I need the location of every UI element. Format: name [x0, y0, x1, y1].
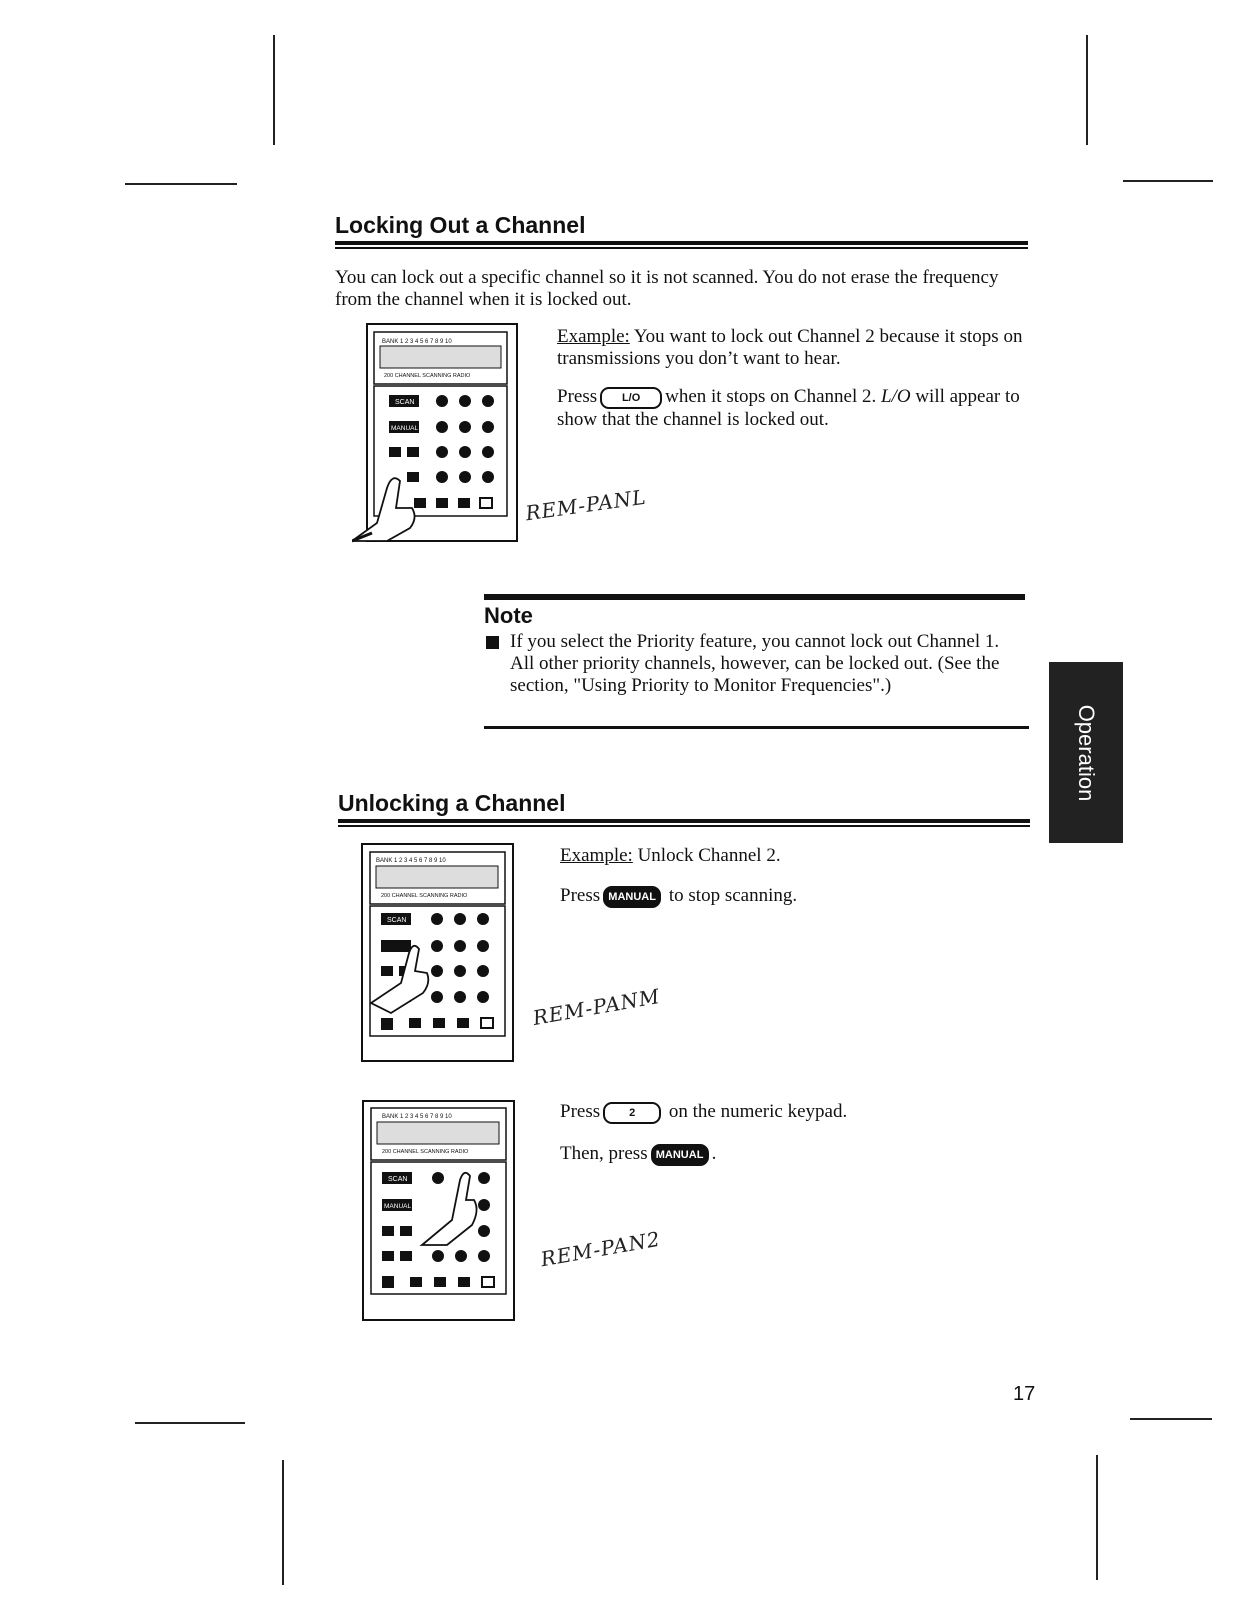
lo-italic: L/O: [880, 386, 911, 407]
radio-model-label: 200 CHANNEL SCANNING RADIO: [381, 893, 468, 899]
crop-mark: [1123, 180, 1213, 182]
press-after: on the numeric keypad.: [668, 1101, 848, 1122]
then-press: Then, press: [560, 1143, 648, 1164]
heading-rule-thin: [338, 825, 1030, 827]
heading-rule: [338, 819, 1030, 823]
example-label: Example:: [560, 845, 633, 866]
crop-mark: [1130, 1418, 1212, 1420]
intro-paragraph: You can lock out a specific channel so it is not scanned. You do not erase the frequency from the channel when it is locked out.: [335, 267, 999, 310]
radio-scan-key: SCAN: [395, 399, 415, 406]
handwritten-annotation: REM-PANM: [530, 983, 663, 1031]
radio-bank-label: BANK 1 2 3 4 5 6 7 8 9 10: [376, 858, 446, 864]
section-tab-label: Operation: [1074, 704, 1099, 801]
handwritten-annotation: REM-PAN2: [538, 1226, 663, 1272]
note-title: Note: [484, 603, 533, 628]
radio-model-label: 200 CHANNEL SCANNING RADIO: [384, 373, 471, 379]
radio-scan-key: SCAN: [387, 917, 407, 924]
radio-manual-key: MANUAL: [384, 1203, 412, 1210]
radio-bank-label: BANK 1 2 3 4 5 6 7 8 9 10: [382, 1114, 452, 1120]
period: .: [711, 1143, 717, 1164]
press-word: Press: [560, 885, 601, 906]
note-bottom-rule: [484, 726, 1029, 729]
heading-rule: [335, 241, 1028, 245]
example-unlock: [560, 845, 1020, 867]
press-manual-instruction: [560, 885, 1020, 908]
crop-mark: [282, 1460, 284, 1585]
section-tab-operation: [1049, 662, 1123, 843]
example-label: Example:: [557, 326, 630, 347]
example-text: Unlock Channel 2.: [632, 845, 781, 866]
number-2-key: 2: [603, 1102, 661, 1124]
press-after: to stop scanning.: [668, 885, 798, 906]
scanner-illustration-manual: [361, 843, 514, 1063]
handwritten-annotation: REM-PANL: [523, 484, 648, 526]
section-heading-locking: Locking Out a Channel: [335, 212, 586, 238]
example-text: You want to lock out Channel 2 because it stops on transmissions you don’t want to hear.: [557, 326, 1023, 369]
press-2-instruction: [560, 1101, 1020, 1124]
scanner-illustration-keypad: [362, 1100, 515, 1322]
heading-rule-thin: [335, 247, 1028, 249]
press-lo-instruction: [557, 386, 1027, 431]
press-after: when it stops on Channel 2.: [665, 386, 877, 407]
crop-mark: [135, 1422, 245, 1424]
press-word: Press: [557, 386, 598, 407]
page-number: 17: [1013, 1383, 1036, 1405]
crop-mark: [1096, 1455, 1098, 1580]
note-text: If you select the Priority feature, you cannot lock out Channel 1. All other priority channels, however, can be locked out. (See the section, "Using Priority to Monitor Frequencies".): [510, 631, 1000, 696]
lo-key: L/O: [600, 387, 662, 409]
crop-mark: [1086, 35, 1088, 145]
press-tail: will appear to show that the channel is locked out.: [557, 386, 1020, 430]
radio-model-label: 200 CHANNEL SCANNING RADIO: [382, 1149, 469, 1155]
crop-mark: [273, 35, 275, 145]
scanner-illustration-lockout: [352, 323, 519, 543]
press-word: Press: [560, 1101, 601, 1122]
radio-scan-key: SCAN: [388, 1176, 408, 1183]
crop-mark: [125, 183, 237, 185]
manual-key: MANUAL: [651, 1144, 709, 1166]
radio-manual-key: MANUAL: [391, 425, 419, 432]
manual-key: MANUAL: [603, 886, 661, 908]
example-lockout: [557, 326, 1027, 370]
note-bullet: [486, 636, 499, 649]
then-press-instruction: [560, 1143, 1020, 1166]
section-heading-unlocking: Unlocking a Channel: [338, 790, 566, 816]
radio-bank-label: BANK 1 2 3 4 5 6 7 8 9 10: [382, 339, 452, 345]
note-top-rule: [484, 594, 1025, 600]
